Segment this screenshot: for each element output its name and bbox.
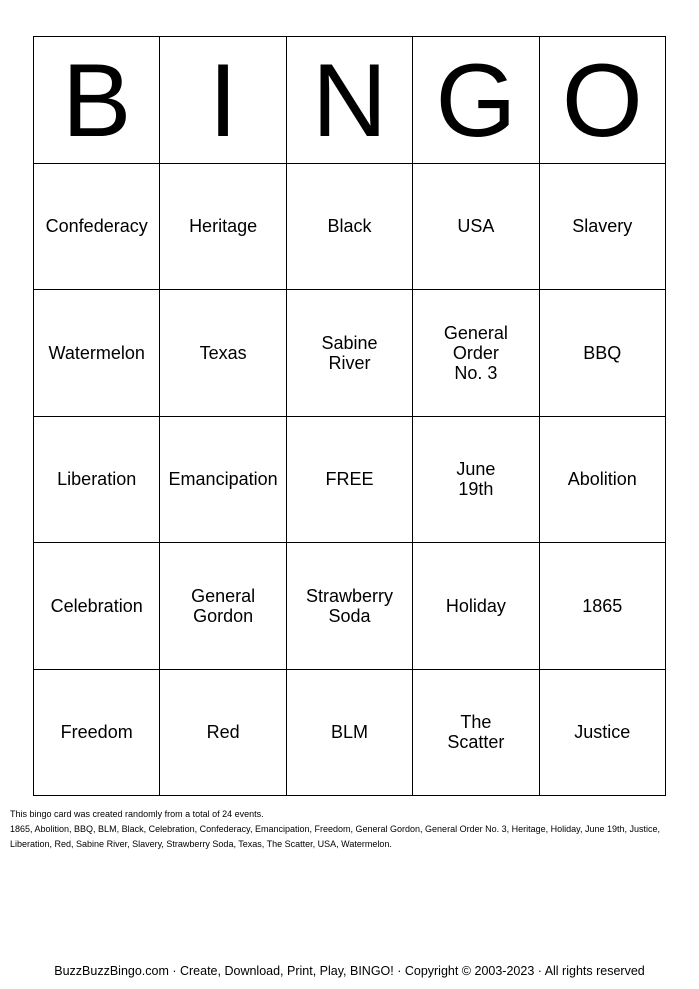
bingo-cell: USA	[413, 164, 539, 291]
page-footer: BuzzBuzzBingo.com · Create, Download, Print, Play, BINGO! · Copyright © 2003-2023 · All rights reserved	[54, 964, 645, 978]
header-letter-n: N	[287, 37, 413, 164]
bingo-cell: 1865	[540, 543, 666, 670]
bingo-cell: Sabine River	[287, 290, 413, 417]
bingo-cell: Freedom	[34, 670, 160, 797]
bingo-cell: Celebration	[34, 543, 160, 670]
header-letter-i: I	[160, 37, 286, 164]
bingo-cell: BBQ	[540, 290, 666, 417]
header-letter-b: B	[34, 37, 160, 164]
bingo-cell: General Order No. 3	[413, 290, 539, 417]
bingo-cell: June 19th	[413, 417, 539, 544]
notes-summary: This bingo card was created randomly from a total of 24 events.	[10, 809, 264, 819]
bingo-cell-free: FREE	[287, 417, 413, 544]
bingo-cell: Strawberry Soda	[287, 543, 413, 670]
bingo-cell: Black	[287, 164, 413, 291]
bingo-cell: Red	[160, 670, 286, 797]
bingo-cell: Holiday	[413, 543, 539, 670]
bingo-cell: Confederacy	[34, 164, 160, 291]
notes-event-list: 1865, Abolition, BBQ, BLM, Black, Celebration, Confederacy, Emancipation, Freedom, General Gordon, General Order No. 3, Heritage, Holiday, June 19th, Justice, Liberation, Red, Sabine River, Slavery, Strawberry Soda, Texas, The Scatter, USA, Watermelon.	[10, 824, 660, 849]
bingo-cell: Liberation	[34, 417, 160, 544]
header-letter-g: G	[413, 37, 539, 164]
bingo-cell: Emancipation	[160, 417, 286, 544]
bingo-cell: BLM	[287, 670, 413, 797]
bingo-cell: Slavery	[540, 164, 666, 291]
bingo-cell: Watermelon	[34, 290, 160, 417]
bingo-cell: Justice	[540, 670, 666, 797]
bingo-cell: The Scatter	[413, 670, 539, 797]
bingo-cell: Abolition	[540, 417, 666, 544]
header-letter-o: O	[540, 37, 666, 164]
bingo-card	[33, 36, 666, 796]
card-notes	[10, 807, 690, 852]
bingo-cell: Heritage	[160, 164, 286, 291]
bingo-cell: General Gordon	[160, 543, 286, 670]
bingo-cell: Texas	[160, 290, 286, 417]
